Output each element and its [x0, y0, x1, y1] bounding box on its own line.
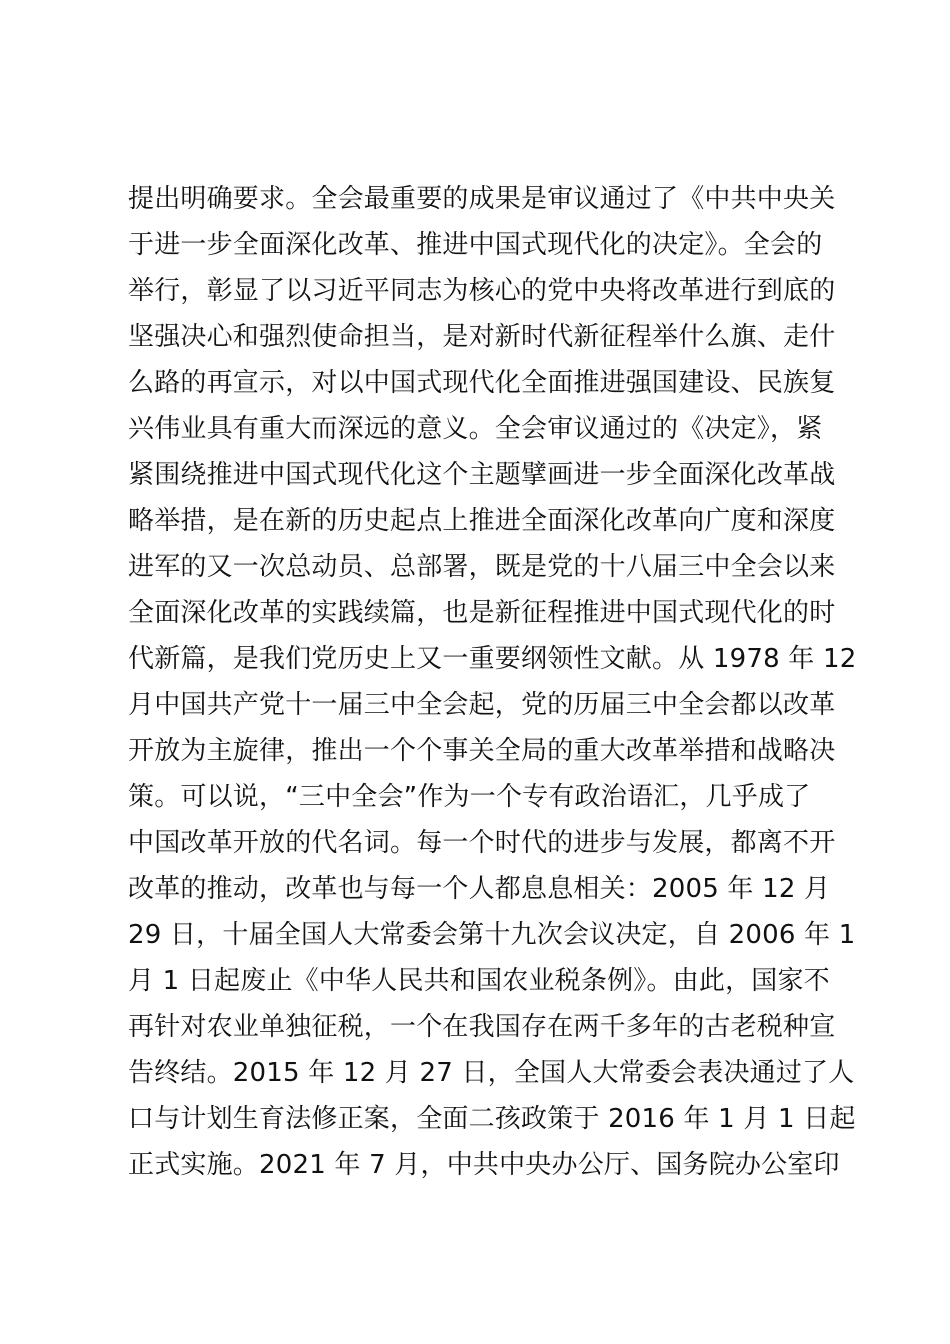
text-line: 正式实施。2021 年 7 月，中共中央办公厅、国务院办公室印: [128, 1150, 840, 1180]
text-line: 提出明确要求。全会最重要的成果是审议通过了《中共中央关: [128, 184, 836, 214]
text-line: 策。可以说，“三中全会”作为一个专有政治语汇，几乎成了: [128, 782, 811, 812]
body-paragraph: [128, 176, 857, 1188]
text-line: 么路的再宣示，对以中国式现代化全面推进强国建设、民族复: [128, 368, 836, 398]
text-line: 月中国共产党十一届三中全会起，党的历届三中全会都以改革: [128, 690, 836, 720]
text-line: 略举措，是在新的历史起点上推进全面深化改革向广度和深度: [128, 506, 836, 536]
text-line: 于进一步全面深化改革、推进中国式现代化的决定》。全会的: [128, 230, 823, 260]
text-line: 举行，彰显了以习近平同志为核心的党中央将改革进行到底的: [128, 276, 836, 306]
text-line: 坚强决心和强烈使命担当，是对新时代新征程举什么旗、走什: [128, 322, 836, 352]
text-line: 改革的推动，改革也与每一个人都息息相关：2005 年 12 月: [128, 874, 831, 904]
text-line: 中国改革开放的代名词。每一个时代的进步与发展，都离不开: [128, 828, 836, 858]
text-line: 进军的又一次总动员、总部署，既是党的十八届三中全会以来: [128, 552, 836, 582]
text-line: 口与计划生育法修正案，全面二孩政策于 2016 年 1 月 1 日起: [128, 1104, 856, 1134]
text-line: 全面深化改革的实践续篇，也是新征程推进中国式现代化的时: [128, 598, 836, 628]
text-line: 再针对农业单独征税，一个在我国存在两千多年的古老税种宣: [128, 1012, 836, 1042]
text-line: 月 1 日起废止《中华人民共和国农业税条例》。由此，国家不: [128, 966, 830, 996]
text-line: 29 日，十届全国人大常委会第十九次会议决定，自 2006 年 1: [128, 920, 856, 950]
text-line: 代新篇，是我们党历史上又一重要纲领性文献。从 1978 年 12: [128, 644, 857, 674]
text-line: 紧围绕推进中国式现代化这个主题擘画进一步全面深化改革战: [128, 460, 836, 490]
text-line: 告终结。2015 年 12 月 27 日，全国人大常委会表决通过了人: [128, 1058, 855, 1088]
text-line: 开放为主旋律，推出一个个事关全局的重大改革举措和战略决: [128, 736, 836, 766]
text-line: 兴伟业具有重大而深远的意义。全会审议通过的《决定》，紧: [128, 414, 823, 444]
